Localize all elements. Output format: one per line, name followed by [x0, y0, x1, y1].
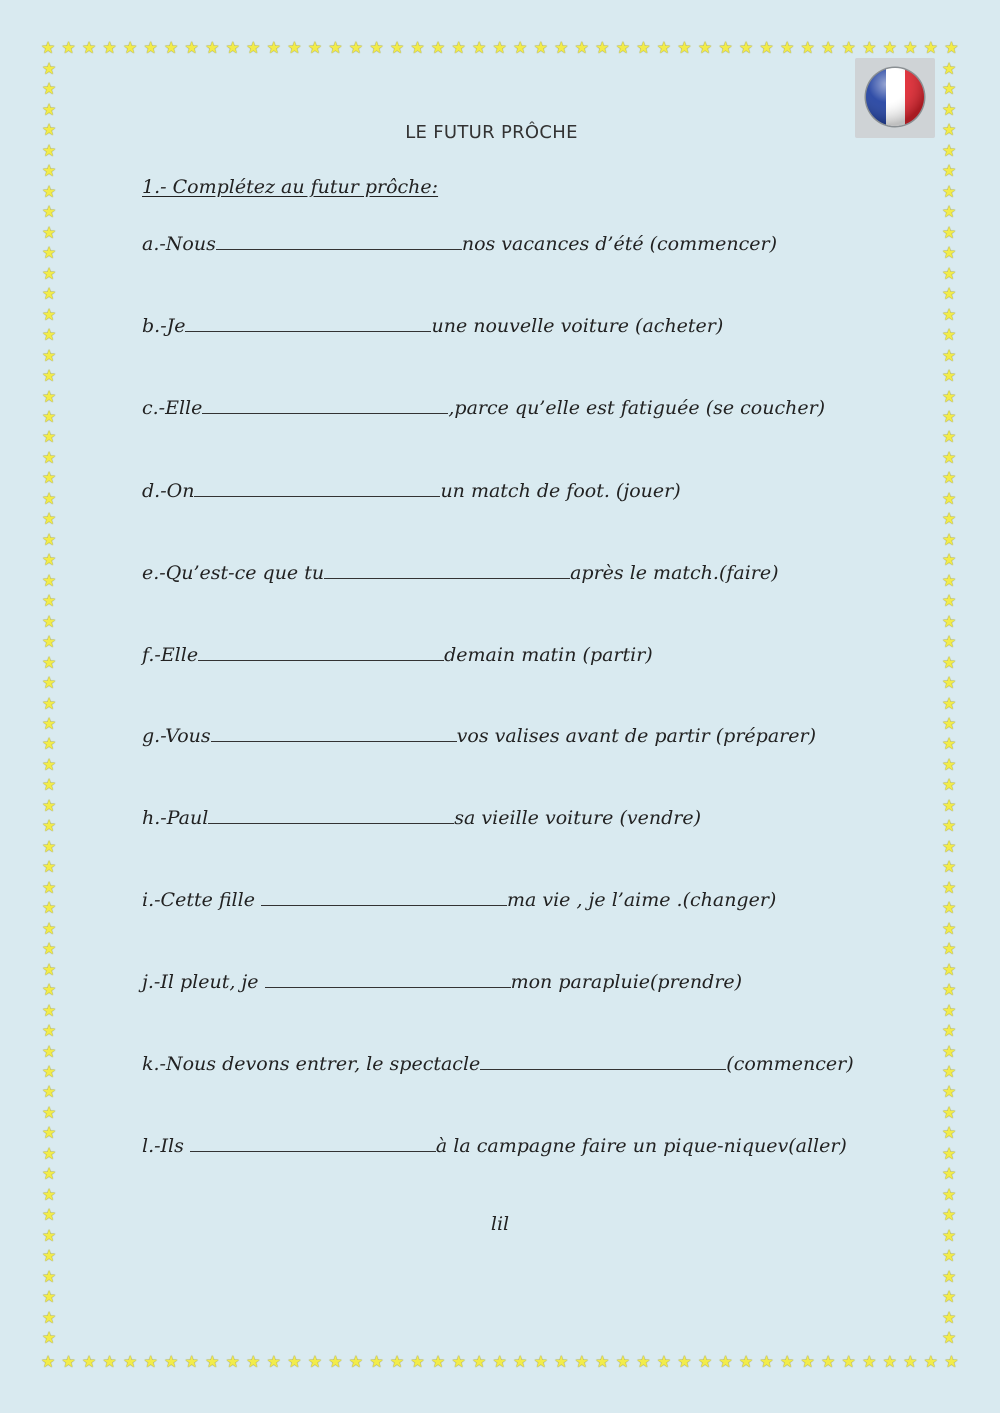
star-icon: ★: [941, 1143, 957, 1163]
exercise-suffix: ma vie , je l’aime .(changer): [506, 889, 777, 911]
star-icon: ★: [41, 1287, 57, 1307]
exercise-line: [142, 642, 653, 666]
star-icon: ★: [41, 1225, 57, 1245]
star-icon: ★: [122, 1352, 138, 1371]
star-icon: ★: [41, 836, 57, 856]
star-icon: ★: [944, 1352, 959, 1371]
star-icon: ★: [41, 632, 57, 652]
exercise-prefix: k.-Nous devons entrer, le spectacle: [142, 1053, 481, 1075]
star-icon: ★: [41, 1123, 57, 1143]
star-icon: ★: [677, 38, 692, 57]
star-icon: ★: [697, 38, 713, 57]
star-icon: ★: [451, 1352, 466, 1371]
exercise-prefix: d.-On: [142, 480, 195, 502]
star-icon: ★: [41, 79, 57, 99]
star-icon: ★: [941, 857, 957, 877]
star-icon: ★: [41, 468, 57, 488]
star-icon: ★: [944, 38, 959, 57]
star-icon: ★: [266, 1352, 282, 1371]
star-icon: ★: [41, 1246, 57, 1266]
star-icon: ★: [348, 1352, 364, 1371]
star-icon: ★: [41, 386, 57, 406]
answer-blank[interactable]: [211, 723, 457, 742]
star-icon: ★: [615, 1352, 631, 1371]
star-icon: ★: [81, 38, 97, 57]
star-icon: ★: [941, 243, 957, 263]
star-icon: ★: [941, 325, 957, 345]
star-icon: ★: [40, 38, 56, 57]
star-icon: ★: [369, 38, 384, 57]
star-icon: ★: [41, 877, 57, 897]
star-icon: ★: [656, 38, 672, 57]
star-icon: ★: [41, 652, 57, 672]
star-icon: ★: [941, 140, 957, 160]
exercise-line: [142, 478, 681, 502]
star-icon: ★: [941, 1102, 957, 1122]
star-icon: ★: [941, 447, 957, 467]
star-icon: ★: [41, 570, 57, 590]
star-icon: ★: [941, 836, 957, 856]
star-icon: ★: [369, 1352, 384, 1371]
star-icon: ★: [41, 1021, 57, 1041]
exercise-suffix: demain matin (partir): [444, 644, 653, 666]
star-icon: ★: [41, 754, 57, 774]
star-icon: ★: [471, 1352, 487, 1371]
star-border-left: [41, 61, 57, 1347]
star-icon: ★: [41, 181, 57, 201]
star-icon: ★: [143, 1352, 158, 1371]
star-icon: ★: [41, 1082, 57, 1102]
star-icon: ★: [923, 38, 939, 57]
star-icon: ★: [184, 38, 199, 57]
star-icon: ★: [759, 1352, 774, 1371]
star-icon: ★: [41, 1266, 57, 1286]
answer-blank[interactable]: [194, 478, 440, 497]
star-icon: ★: [718, 1352, 733, 1371]
star-icon: ★: [451, 38, 466, 57]
star-icon: ★: [143, 38, 158, 57]
star-icon: ★: [941, 488, 957, 508]
answer-blank[interactable]: [261, 887, 507, 906]
star-icon: ★: [941, 161, 957, 181]
exercise-suffix: une nouvelle voiture (acheter): [431, 315, 724, 337]
star-icon: ★: [328, 1352, 343, 1371]
star-icon: ★: [941, 939, 957, 959]
star-icon: ★: [636, 38, 651, 57]
star-icon: ★: [941, 570, 957, 590]
exercise-instruction: 1.- Complétez au futur prôche:: [142, 176, 439, 198]
star-icon: ★: [41, 673, 57, 693]
answer-blank[interactable]: [324, 560, 570, 579]
star-icon: ★: [533, 1352, 548, 1371]
star-icon: ★: [41, 59, 57, 78]
star-icon: ★: [81, 1352, 97, 1371]
star-icon: ★: [41, 734, 57, 754]
star-icon: ★: [41, 488, 57, 508]
star-icon: ★: [389, 1352, 405, 1371]
exercise-suffix: nos vacances d’été (commencer): [461, 233, 778, 255]
answer-blank[interactable]: [216, 231, 462, 250]
star-icon: ★: [903, 38, 918, 57]
star-icon: ★: [615, 38, 631, 57]
exercise-line: [142, 1133, 847, 1157]
star-icon: ★: [941, 59, 957, 78]
star-icon: ★: [821, 1352, 836, 1371]
exercise-suffix: à la campagne faire un pique-niquev(aller): [435, 1135, 847, 1157]
star-icon: ★: [941, 1287, 957, 1307]
exercise-line: [142, 723, 816, 747]
exercise-prefix: i.-Cette fille: [142, 889, 261, 911]
star-icon: ★: [941, 202, 957, 222]
star-icon: ★: [697, 1352, 713, 1371]
exercise-line: [142, 1051, 854, 1075]
star-icon: ★: [41, 816, 57, 836]
star-icon: ★: [287, 1352, 302, 1371]
star-icon: ★: [41, 1061, 57, 1081]
star-icon: ★: [225, 1352, 240, 1371]
star-icon: ★: [718, 38, 733, 57]
exercise-suffix: vos valises avant de partir (préparer): [456, 725, 816, 747]
star-icon: ★: [941, 427, 957, 447]
exercise-prefix: h.-Paul: [142, 807, 209, 829]
star-icon: ★: [882, 38, 897, 57]
exercise-prefix: j.-Il pleut, je: [142, 971, 265, 993]
star-icon: ★: [941, 79, 957, 99]
star-icon: ★: [841, 1352, 856, 1371]
star-icon: ★: [410, 38, 425, 57]
star-border-top: [40, 40, 960, 56]
star-icon: ★: [61, 38, 76, 57]
star-icon: ★: [41, 222, 57, 242]
star-icon: ★: [41, 775, 57, 795]
exercise-suffix: (commencer): [726, 1053, 854, 1075]
star-icon: ★: [266, 38, 282, 57]
star-icon: ★: [348, 38, 364, 57]
star-icon: ★: [102, 38, 117, 57]
star-border-right: [941, 61, 957, 1347]
answer-blank[interactable]: [190, 1133, 436, 1152]
star-icon: ★: [862, 1352, 877, 1371]
star-icon: ★: [41, 529, 57, 549]
star-icon: ★: [41, 243, 57, 263]
exercise-line: [142, 231, 777, 255]
star-icon: ★: [759, 38, 774, 57]
worksheet-title: LE FUTUR PRÔCHE: [405, 122, 578, 143]
exercise-prefix: l.-Ils: [142, 1135, 190, 1157]
answer-blank[interactable]: [202, 395, 448, 414]
star-icon: ★: [205, 38, 220, 57]
star-icon: ★: [941, 1041, 957, 1061]
star-icon: ★: [41, 959, 57, 979]
star-icon: ★: [636, 1352, 651, 1371]
star-icon: ★: [41, 427, 57, 447]
star-icon: ★: [941, 1205, 957, 1225]
star-icon: ★: [41, 161, 57, 181]
star-icon: ★: [941, 898, 957, 918]
star-icon: ★: [41, 1164, 57, 1184]
answer-blank[interactable]: [185, 313, 431, 332]
star-icon: ★: [595, 38, 610, 57]
star-icon: ★: [164, 38, 179, 57]
star-icon: ★: [903, 1352, 918, 1371]
star-icon: ★: [941, 509, 957, 529]
star-icon: ★: [41, 1184, 57, 1204]
star-icon: ★: [41, 325, 57, 345]
star-icon: ★: [41, 366, 57, 386]
star-icon: ★: [41, 406, 57, 426]
star-icon: ★: [164, 1352, 179, 1371]
star-icon: ★: [246, 1352, 261, 1371]
star-icon: ★: [941, 1328, 957, 1348]
star-icon: ★: [410, 1352, 425, 1371]
star-icon: ★: [941, 1061, 957, 1081]
exercise-line: [142, 560, 779, 584]
exercise-line: [142, 969, 742, 993]
star-icon: ★: [941, 1225, 957, 1245]
exercise-suffix: un match de foot. (jouer): [440, 480, 681, 502]
star-icon: ★: [941, 980, 957, 1000]
star-icon: ★: [941, 181, 957, 201]
star-icon: ★: [246, 38, 261, 57]
star-icon: ★: [41, 140, 57, 160]
star-icon: ★: [941, 1266, 957, 1286]
star-icon: ★: [554, 1352, 569, 1371]
exercise-suffix: ,parce qu’elle est fatiguée (se coucher): [448, 397, 826, 419]
star-icon: ★: [41, 1143, 57, 1163]
answer-blank[interactable]: [208, 805, 454, 824]
star-icon: ★: [941, 1164, 957, 1184]
exercise-prefix: c.-Elle: [142, 397, 203, 419]
star-icon: ★: [941, 1123, 957, 1143]
star-icon: ★: [533, 38, 548, 57]
star-icon: ★: [677, 1352, 692, 1371]
exercise-line: [142, 313, 723, 337]
star-icon: ★: [941, 795, 957, 815]
star-icon: ★: [738, 38, 754, 57]
star-icon: ★: [307, 38, 323, 57]
star-icon: ★: [492, 1352, 507, 1371]
star-icon: ★: [862, 38, 877, 57]
star-icon: ★: [41, 120, 57, 140]
star-icon: ★: [41, 284, 57, 304]
star-icon: ★: [941, 468, 957, 488]
star-icon: ★: [40, 1352, 56, 1371]
star-icon: ★: [882, 1352, 897, 1371]
star-icon: ★: [492, 38, 507, 57]
star-icon: ★: [41, 202, 57, 222]
star-icon: ★: [41, 509, 57, 529]
star-icon: ★: [307, 1352, 323, 1371]
star-icon: ★: [184, 1352, 199, 1371]
star-icon: ★: [941, 120, 957, 140]
exercise-prefix: a.-Nous: [142, 233, 216, 255]
star-icon: ★: [102, 1352, 117, 1371]
star-icon: ★: [941, 1000, 957, 1020]
star-icon: ★: [941, 529, 957, 549]
star-icon: ★: [513, 38, 528, 57]
star-icon: ★: [41, 1307, 57, 1327]
star-icon: ★: [41, 1205, 57, 1225]
star-icon: ★: [941, 263, 957, 283]
star-icon: ★: [941, 550, 957, 570]
exercise-prefix: g.-Vous: [142, 725, 211, 747]
star-icon: ★: [41, 304, 57, 324]
star-icon: ★: [779, 1352, 795, 1371]
exercise-line: [142, 805, 701, 829]
star-icon: ★: [41, 1000, 57, 1020]
star-icon: ★: [941, 754, 957, 774]
exercise-line: [142, 887, 776, 911]
star-icon: ★: [800, 1352, 815, 1371]
star-icon: ★: [941, 591, 957, 611]
star-icon: ★: [941, 877, 957, 897]
star-icon: ★: [941, 345, 957, 365]
star-icon: ★: [941, 734, 957, 754]
star-icon: ★: [41, 447, 57, 467]
star-icon: ★: [430, 38, 446, 57]
star-icon: ★: [941, 284, 957, 304]
star-icon: ★: [513, 1352, 528, 1371]
star-icon: ★: [554, 38, 569, 57]
star-icon: ★: [941, 386, 957, 406]
answer-blank[interactable]: [198, 642, 444, 661]
star-icon: ★: [471, 38, 487, 57]
star-icon: ★: [41, 693, 57, 713]
star-icon: ★: [941, 1246, 957, 1266]
star-icon: ★: [287, 38, 302, 57]
star-icon: ★: [941, 918, 957, 938]
exercise-prefix: b.-Je: [142, 315, 186, 337]
star-icon: ★: [923, 1352, 939, 1371]
star-icon: ★: [941, 1184, 957, 1204]
star-icon: ★: [941, 611, 957, 631]
star-icon: ★: [821, 38, 836, 57]
star-icon: ★: [656, 1352, 672, 1371]
star-icon: ★: [41, 980, 57, 1000]
exercise-suffix: mon parapluie(prendre): [510, 971, 743, 993]
star-icon: ★: [779, 38, 795, 57]
star-icon: ★: [738, 1352, 754, 1371]
star-icon: ★: [205, 1352, 220, 1371]
star-icon: ★: [941, 1021, 957, 1041]
star-icon: ★: [41, 857, 57, 877]
star-icon: ★: [430, 1352, 446, 1371]
star-icon: ★: [41, 939, 57, 959]
star-icon: ★: [941, 816, 957, 836]
star-icon: ★: [41, 795, 57, 815]
star-icon: ★: [574, 38, 589, 57]
star-border-bottom: [40, 1354, 960, 1370]
star-icon: ★: [225, 38, 240, 57]
star-icon: ★: [941, 1307, 957, 1327]
exercise-suffix: après le match.(faire): [570, 562, 779, 584]
star-icon: ★: [61, 1352, 76, 1371]
star-icon: ★: [941, 99, 957, 119]
star-icon: ★: [41, 1328, 57, 1348]
star-icon: ★: [941, 714, 957, 733]
answer-blank[interactable]: [265, 969, 511, 988]
star-icon: ★: [595, 1352, 610, 1371]
star-icon: ★: [389, 38, 405, 57]
star-icon: ★: [41, 591, 57, 611]
footer-note: lil: [490, 1213, 510, 1235]
star-icon: ★: [941, 632, 957, 652]
star-icon: ★: [41, 345, 57, 365]
exercise-prefix: e.-Qu’est-ce que tu: [142, 562, 325, 584]
star-icon: ★: [41, 550, 57, 570]
star-icon: ★: [941, 304, 957, 324]
star-icon: ★: [941, 222, 957, 242]
star-icon: ★: [122, 38, 138, 57]
star-icon: ★: [574, 1352, 589, 1371]
star-icon: ★: [328, 38, 343, 57]
star-icon: ★: [41, 918, 57, 938]
star-icon: ★: [941, 775, 957, 795]
star-icon: ★: [41, 611, 57, 631]
star-icon: ★: [941, 652, 957, 672]
star-icon: ★: [800, 38, 815, 57]
star-icon: ★: [941, 959, 957, 979]
star-icon: ★: [941, 673, 957, 693]
star-icon: ★: [941, 1082, 957, 1102]
exercise-suffix: sa vieille voiture (vendre): [454, 807, 701, 829]
star-icon: ★: [41, 714, 57, 733]
star-icon: ★: [941, 693, 957, 713]
star-icon: ★: [841, 38, 856, 57]
star-icon: ★: [41, 1041, 57, 1061]
star-icon: ★: [941, 366, 957, 386]
star-icon: ★: [941, 406, 957, 426]
star-icon: ★: [41, 1102, 57, 1122]
french-flag-icon: [864, 66, 926, 128]
exercise-line: [142, 395, 825, 419]
star-icon: ★: [41, 898, 57, 918]
exercise-prefix: f.-Elle: [142, 644, 199, 666]
star-icon: ★: [41, 263, 57, 283]
star-icon: ★: [41, 99, 57, 119]
answer-blank[interactable]: [480, 1051, 726, 1070]
